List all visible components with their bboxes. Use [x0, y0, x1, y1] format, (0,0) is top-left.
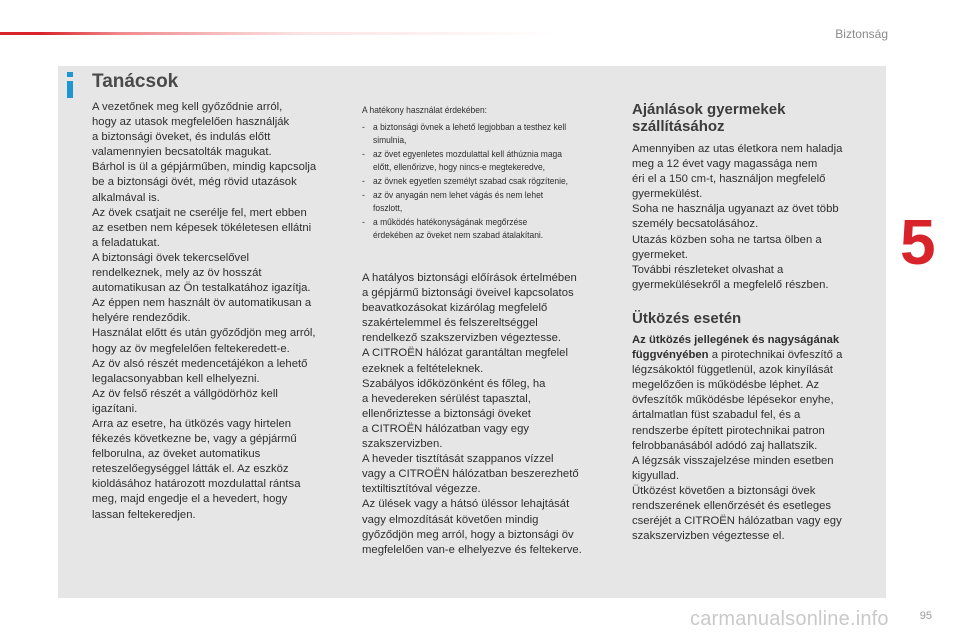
paragraph-line: övfeszítők működésbe lépésekor enyhe, — [632, 394, 834, 407]
paragraph-line: Az ülések vagy a hátsó üléssor lehajtását — [362, 498, 570, 511]
paragraph-line: reteszelőegységgel látták el. Az eszköz — [92, 463, 289, 476]
note-title: A hatékony használat érdekében: — [362, 105, 488, 115]
paragraph-line: Szabályos időközönként és főleg, ha — [362, 377, 546, 390]
paragraph-line: Utazás közben soha ne tartsa ölben a — [632, 233, 822, 246]
paragraph-line: automatikusan az Ön testalkatához igazítja. — [92, 282, 311, 295]
list-item — [362, 148, 592, 175]
paragraph-line: lassan feltekeredjen. — [92, 508, 196, 521]
list-item — [362, 121, 592, 148]
paragraph-line: A hatályos biztonsági előírások értelmében — [362, 272, 577, 284]
paragraph-line: ártalmatlan füst szabadul fel, és a — [632, 409, 801, 422]
paragraph-line: ezeknek a feltételeknek. — [362, 362, 484, 375]
paragraph-line: kioldásához határozott mozdulattal rántsa — [92, 478, 301, 491]
paragraph-line: felrobbanásából adódó zaj hallatszik. — [632, 439, 818, 452]
section-title-children — [632, 101, 872, 135]
info-icon — [60, 70, 80, 100]
list-item-line: előtt, ellenőrizve, hogy nincs-e megtekeredve, — [373, 162, 546, 173]
chapter-number: 5 — [900, 206, 936, 278]
paragraph-line: rendszerének ellenőrzését és esetleges — [632, 500, 832, 513]
right-column — [632, 101, 872, 543]
paragraph-line: légzsákoktól függetlenül, azok kinyílását — [632, 364, 833, 377]
paragraph-line: Az öv alsó részét medencetájékon a lehető — [92, 357, 308, 370]
effective-use-note — [362, 104, 592, 243]
paragraph-line: a gépjármű biztonsági öveivel kapcsolatos — [362, 287, 574, 300]
paragraph-line: Arra az esetre, ha ütközés vagy hirtelen — [92, 417, 292, 430]
paragraph-line: hogy az öv megfelelően feltekeredett-e. — [92, 342, 290, 355]
list-item-line: érdekében az öveket nem szabad átalakítani. — [373, 230, 544, 241]
paragraph-line: a biztonsági öveket, és indulás előtt — [92, 131, 271, 144]
list-item — [362, 175, 592, 189]
paragraph-line: a CITROËN hálózatban vagy egy — [362, 422, 530, 435]
paragraph-line — [632, 348, 872, 363]
paragraph-line: szakértelemmel és felszereltséggel — [362, 317, 538, 330]
paragraph-line: gyermekülésekről a megfelelő részben. — [632, 278, 829, 291]
paragraph-line: legalacsonyabban kell elhelyezni. — [92, 372, 260, 385]
paragraph-line: rendszerbe épített pirotechnikai patron — [632, 424, 825, 437]
crash-text — [632, 333, 872, 544]
list-item-line: - a működés hatékonyságának megőrzése — [373, 216, 528, 227]
page-number: 95 — [919, 610, 932, 622]
watermark: carmanualsonline.info — [690, 608, 889, 630]
paragraph-line: A légzsák visszajelzése minden esetben — [632, 454, 834, 467]
children-text — [632, 142, 872, 293]
paragraph-line: Bárhol is ül a gépjárműben, mindig kapcsolja — [92, 161, 317, 174]
paragraph-line: felborulna, az öveket automatikus — [92, 448, 261, 461]
paragraph-line-bold: Az ütközés jellegének és nagyságának — [632, 334, 840, 346]
paragraph-line: meg, majd engedje el a hevedert, hogy — [92, 493, 288, 506]
paragraph-line: megelőzően is működésbe léphet. Az — [632, 379, 820, 392]
paragraph-line: A vezetőnek meg kell győződnie arról, — [92, 101, 283, 113]
list-item-line: simulnia, — [373, 135, 407, 146]
paragraph-line: rendelkező szakszervizben végeztesse. — [362, 332, 562, 345]
list-item — [362, 189, 592, 216]
advice-column-2 — [362, 271, 620, 558]
paragraph-line: cseréjét a CITROËN hálózatban vagy egy — [632, 515, 842, 528]
paragraph-line: valamennyien becsatolták magukat. — [92, 146, 272, 159]
list-item-line: - az övet egyenletes mozdulattal kell áthúznia maga — [373, 148, 562, 159]
paragraph-line: A biztonsági övek tekercselővel — [92, 251, 249, 264]
paragraph-line: Az öv felső részét a vállgödörhöz kell — [92, 387, 278, 400]
paragraph-line: gyermeket. — [632, 248, 688, 261]
paragraph-line: alkalmával is. — [92, 191, 160, 204]
chapter-label: Biztonság — [835, 27, 888, 41]
paragraph-line: helyére rendeződik. — [92, 312, 191, 325]
list-item-line: - az övnek egyetlen személyt szabad csak rögzítenie, — [373, 175, 569, 186]
paragraph-line: hogy az utasok megfelelően használják — [92, 116, 290, 129]
paragraph-line: vagy elmozdítását követően mindig — [362, 513, 539, 526]
paragraph-line: megfelelően van-e elhelyezve és feltekerve. — [362, 543, 582, 556]
paragraph-line: Ütközést követően a biztonsági övek — [632, 484, 816, 497]
paragraph-line: Az éppen nem használt öv automatikusan a — [92, 297, 312, 310]
paragraph-line: a feladatukat. — [92, 236, 160, 249]
paragraph-line: meg a 12 évet vagy magassága nem — [632, 158, 818, 171]
paragraph-line: rendelkeznek, mely az öv hosszát — [92, 267, 262, 280]
line-rest: a pirotechnikai övfeszítő a — [708, 349, 843, 362]
paragraph-line: Soha ne használja ugyanazt az övet több — [632, 203, 839, 216]
paragraph-line: igazítani. — [92, 402, 138, 415]
paragraph-line: a hevedereken sérülést tapasztal, — [362, 392, 531, 405]
paragraph-line: szakszervizben. — [362, 438, 443, 451]
note-list — [362, 121, 592, 243]
paragraph-line: győződjön meg arról, hogy a biztonsági öv — [362, 528, 574, 541]
advice-column-1 — [92, 100, 347, 523]
section-title-line: Ajánlások gyermekek — [632, 101, 786, 118]
paragraph-line: Használat előtt és után győződjön meg arról, — [92, 327, 316, 340]
list-item-line: foszlott, — [373, 203, 403, 214]
header-accent-bar — [0, 32, 900, 35]
paragraph-line: fékezés következne be, vagy a gépjármű — [92, 433, 297, 446]
section-title-line: szállításához — [632, 118, 725, 135]
paragraph-line: További részleteket olvashat a — [632, 263, 784, 276]
paragraph-line: személy becsatolásához. — [632, 218, 759, 231]
paragraph-line: ellenőriztesse a biztonsági öveket — [362, 407, 531, 420]
paragraph-line: Amennyiben az utas életkora nem haladja — [632, 143, 843, 155]
paragraph-line: az esetben nem képesek tökéletesen ellátni — [92, 221, 312, 234]
section-title-crash: Ütközés esetén — [632, 310, 742, 327]
paragraph-line: A heveder tisztítását szappanos vízzel — [362, 453, 554, 466]
section-title-advice: Tanácsok — [92, 71, 179, 92]
paragraph-line: beavatkozásokat kizárólag megfelelő — [362, 302, 548, 315]
paragraph-line: szakszervizben végeztesse el. — [632, 530, 785, 543]
list-item — [362, 216, 592, 243]
paragraph-line: kigyullad. — [632, 469, 680, 482]
bold-phrase: függvényében — [632, 349, 709, 362]
paragraph-line: éri el a 150 cm-t, használjon megfelelő — [632, 173, 826, 186]
list-item-line: - az öv anyagán nem lehet vágás és nem lehet — [373, 189, 544, 200]
paragraph-line: A CITROËN hálózat garantáltan megfelel — [362, 347, 568, 360]
paragraph-line: Az övek csatjait ne cserélje fel, mert ebben — [92, 206, 307, 219]
list-item-line: - a biztonsági övnek a lehető legjobban a testhez kell — [373, 121, 567, 132]
paragraph-line: gyermekülést. — [632, 188, 703, 201]
paragraph-line: textiltisztítóval végezze. — [362, 483, 481, 496]
paragraph-line: vagy a CITROËN hálózatban beszerezhető — [362, 468, 579, 481]
paragraph-line: be a biztonsági övét, még rövid utazások — [92, 176, 297, 189]
